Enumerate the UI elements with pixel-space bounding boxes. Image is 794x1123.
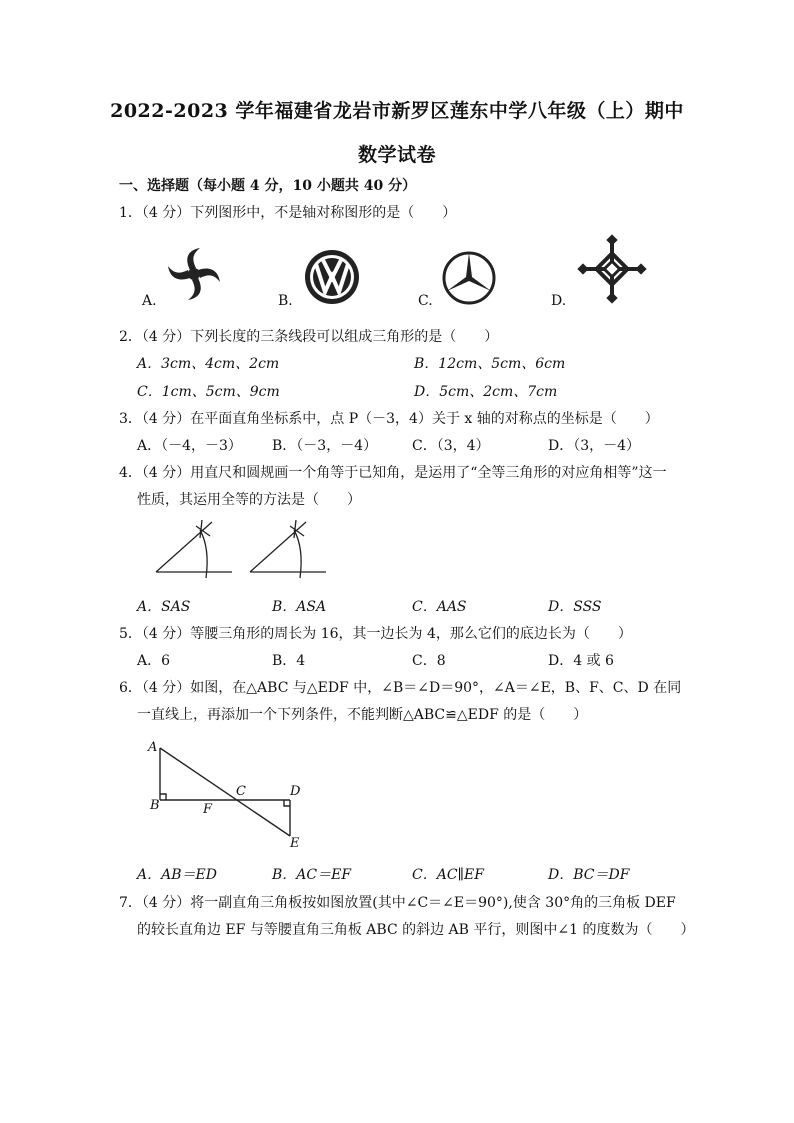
question-3-stem: 3．（4 分）在平面直角坐标系中，点 P（－3，4）关于 x 轴的对称点的坐标是（ ） bbox=[119, 411, 659, 427]
q5-option-c[interactable]: C．8 bbox=[412, 653, 446, 669]
q4-option-b[interactable]: B．ASA bbox=[272, 599, 327, 615]
q3-option-c[interactable]: C．（3，4） bbox=[412, 438, 490, 454]
q2-option-d[interactable]: D．5cm、2cm、7cm bbox=[414, 384, 558, 400]
q1-label-b: B. bbox=[278, 293, 293, 309]
q2-option-b[interactable]: B．12cm、5cm、6cm bbox=[414, 356, 566, 372]
triangles-abc-edf-figure bbox=[150, 740, 310, 850]
q2-option-a[interactable]: A．3cm、4cm、2cm bbox=[137, 356, 280, 372]
q6-option-c[interactable]: C．AC∥EF bbox=[412, 867, 484, 883]
question-5-stem: 5．（4 分）等腰三角形的周长为 16，其一边长为 4，那么它们的底边长为（ ） bbox=[119, 626, 632, 642]
q6-option-b[interactable]: B．AC＝EF bbox=[272, 867, 352, 883]
q6-fig-label-c: C bbox=[236, 784, 246, 799]
question-6-stem: 6．（4 分）如图，在△ABC 与△EDF 中，∠B＝∠D＝90°，∠A＝∠E，B、F、C、D 在同 bbox=[119, 680, 682, 696]
q6-fig-label-e: E bbox=[290, 836, 300, 851]
question-4-stem-cont: 性质，其运用全等的方法是（ ） bbox=[137, 492, 361, 508]
q1-label-d: D. bbox=[551, 293, 567, 309]
q1-label-a: A. bbox=[142, 293, 157, 309]
q5-option-b[interactable]: B．4 bbox=[272, 653, 306, 669]
q6-fig-label-f: F bbox=[203, 802, 213, 817]
exam-title-line1: 2022-2023 学年福建省龙岩市新罗区莲东中学八年级（上）期中 bbox=[110, 100, 684, 122]
q6-fig-label-a: A bbox=[148, 740, 158, 755]
q3-option-d[interactable]: D．（3，－4） bbox=[548, 438, 641, 454]
q6-option-d[interactable]: D．BC＝DF bbox=[548, 867, 630, 883]
q5-option-a[interactable]: A．6 bbox=[137, 653, 171, 669]
question-7-stem-cont: 的较长直角边 EF 与等腰直角三角板 ABC 的斜边 AB 平行，则图中∠1 的度数为（ ） bbox=[137, 922, 695, 938]
question-7-stem: 7．（4 分）将一副直角三角板按如图放置(其中∠C＝∠E＝90°),使含 30°角的三角板 DEF bbox=[119, 895, 676, 911]
three-point-star-figure bbox=[441, 250, 497, 306]
q6-fig-label-b: B bbox=[150, 798, 160, 813]
angle-construction-figure bbox=[150, 516, 330, 580]
question-6-stem-cont: 一直线上，再添加一个下列条件，不能判断△ABC≌△EDF 的是（ ） bbox=[137, 707, 588, 723]
q4-option-c[interactable]: C．AAS bbox=[412, 599, 467, 615]
q2-option-c[interactable]: C．1cm、5cm、9cm bbox=[137, 384, 280, 400]
exam-title-line2: 数学试卷 bbox=[357, 144, 436, 166]
section-heading: 一、选择题（每小题 4 分，10 小题共 40 分） bbox=[119, 178, 417, 194]
pinwheel-figure bbox=[160, 244, 230, 304]
q6-fig-label-d: D bbox=[290, 784, 301, 799]
q5-option-d[interactable]: D．4 或 6 bbox=[548, 653, 614, 669]
q6-option-a[interactable]: A．AB＝ED bbox=[137, 867, 217, 883]
question-4-stem: 4．（4 分）用直尺和圆规画一个角等于已知角，是运用了“全等三角形的对应角相等”这一 bbox=[119, 465, 667, 481]
vw-logo-figure bbox=[303, 248, 361, 306]
q3-option-a[interactable]: A．（－4，－3） bbox=[137, 438, 242, 454]
question-2-stem: 2．（4 分）下列长度的三条线段可以组成三角形的是（ ） bbox=[119, 329, 499, 345]
q1-label-c: C. bbox=[418, 293, 433, 309]
q4-option-d[interactable]: D．SSS bbox=[548, 599, 602, 615]
diamond-cross-figure bbox=[577, 234, 647, 306]
q3-option-b[interactable]: B．（－3，－4） bbox=[272, 438, 378, 454]
q4-option-a[interactable]: A．SAS bbox=[137, 599, 191, 615]
question-1-stem: 1．（4 分）下列图形中，不是轴对称图形的是（ ） bbox=[119, 205, 457, 221]
